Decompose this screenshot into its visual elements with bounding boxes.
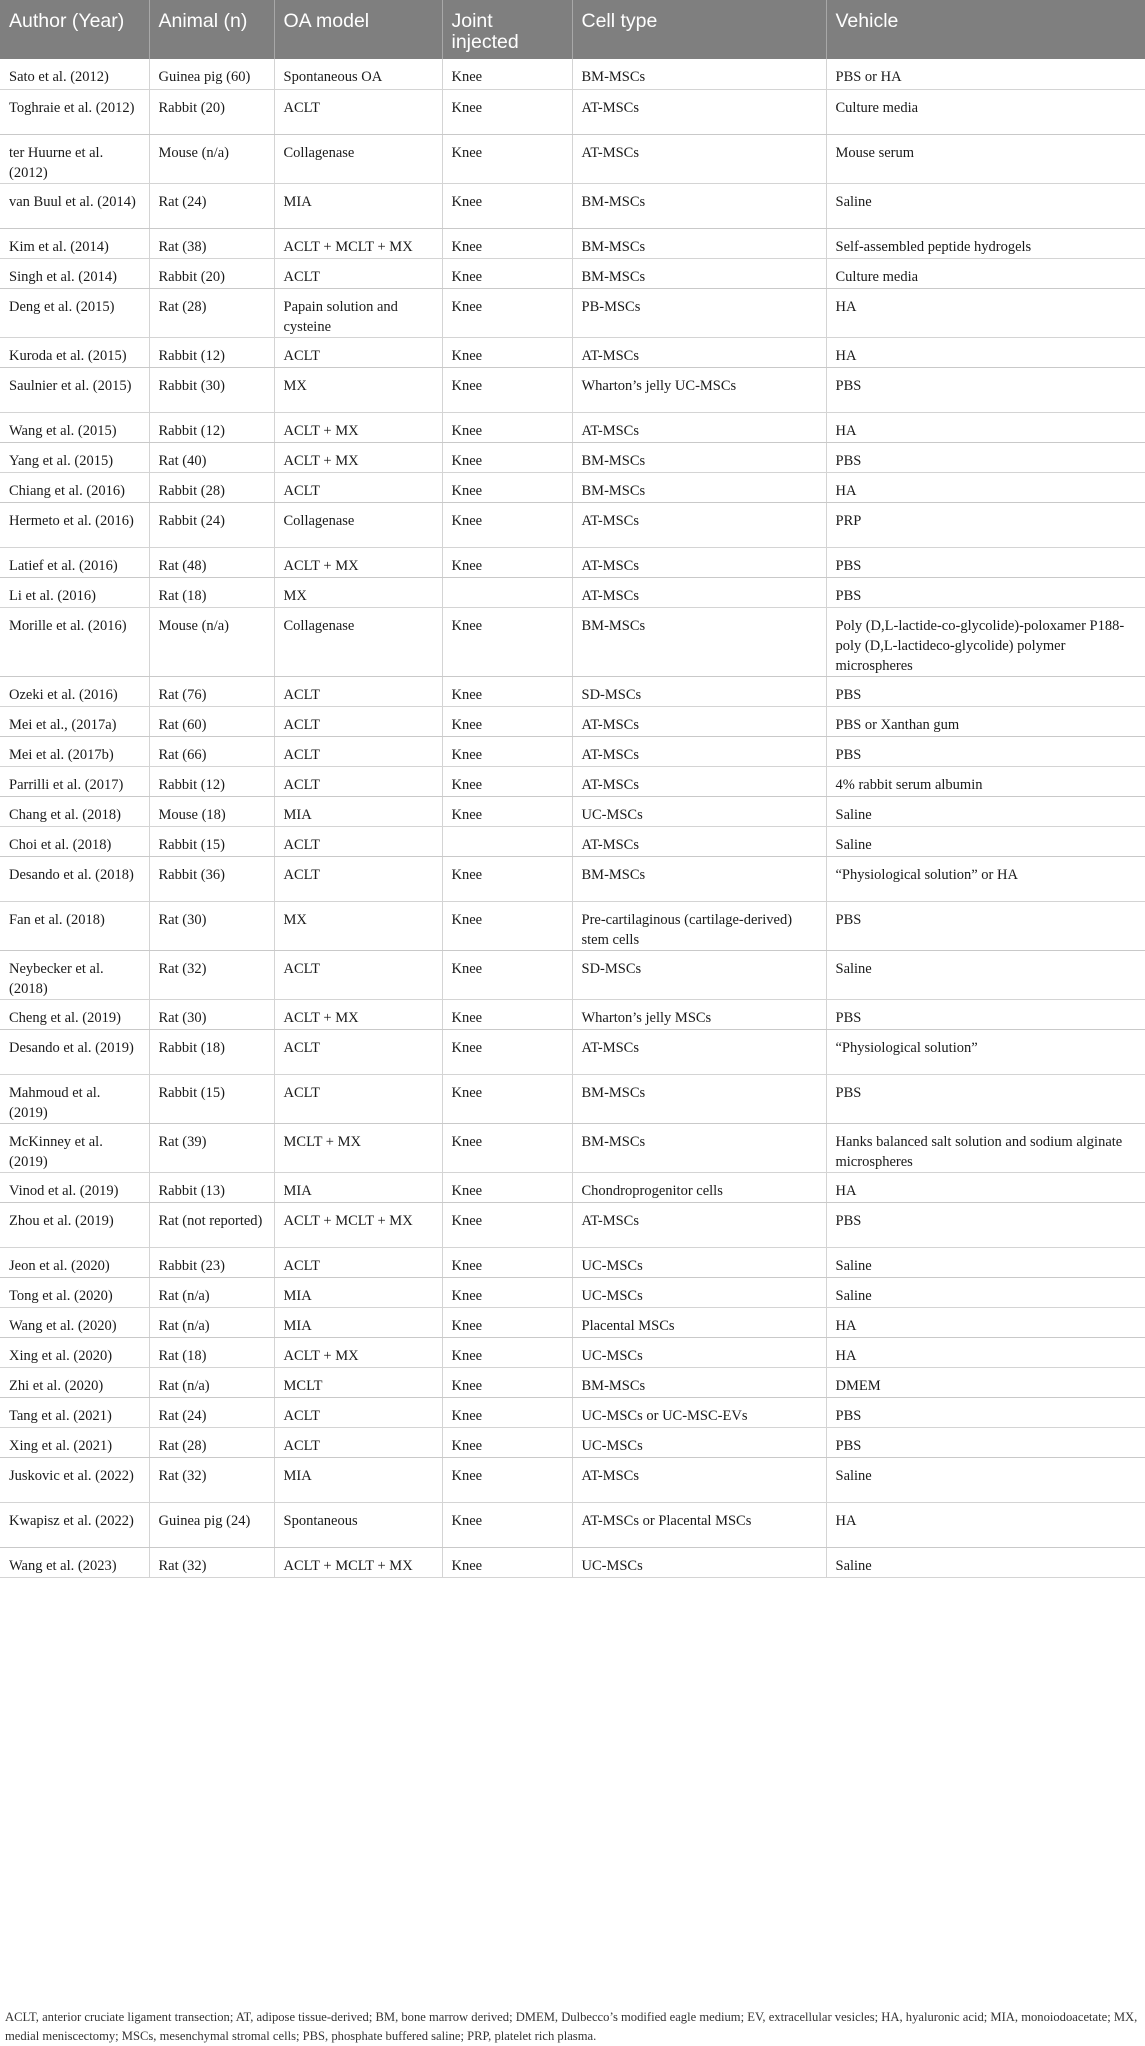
cell-joint-injected: Knee [442, 999, 572, 1029]
cell-cell-type: BM-MSCs [572, 607, 826, 676]
cell-author-year: McKinney et al. (2019) [0, 1123, 149, 1172]
cell-author-year: Neybecker et al. (2018) [0, 950, 149, 999]
cell-joint-injected: Knee [442, 1247, 572, 1277]
table-row [0, 1337, 1145, 1367]
cell-oa-model: ACLT [274, 472, 442, 502]
table-row [0, 367, 1145, 412]
cell-vehicle: PBS [826, 999, 1145, 1029]
cell-vehicle: Saline [826, 796, 1145, 826]
cell-cell-type: BM-MSCs [572, 1367, 826, 1397]
cell-animal: Mouse (n/a) [149, 607, 274, 676]
table-row [0, 258, 1145, 288]
cell-joint-injected: Knee [442, 412, 572, 442]
table-row [0, 472, 1145, 502]
table-row [0, 442, 1145, 472]
cell-vehicle: PBS [826, 442, 1145, 472]
table-row [0, 826, 1145, 856]
cell-author-year: Vinod et al. (2019) [0, 1172, 149, 1202]
cell-vehicle: HA [826, 1502, 1145, 1547]
cell-joint-injected: Knee [442, 1457, 572, 1502]
cell-author-year: Kwapisz et al. (2022) [0, 1502, 149, 1547]
cell-animal: Mouse (18) [149, 796, 274, 826]
table-row [0, 901, 1145, 950]
cell-animal: Rat (18) [149, 1337, 274, 1367]
cell-vehicle: HA [826, 412, 1145, 442]
cell-vehicle: 4% rabbit serum albumin [826, 766, 1145, 796]
cell-oa-model: ACLT [274, 89, 442, 134]
cell-author-year: Tong et al. (2020) [0, 1277, 149, 1307]
cell-vehicle: PBS [826, 367, 1145, 412]
cell-author-year: Xing et al. (2020) [0, 1337, 149, 1367]
cell-vehicle: PBS or Xanthan gum [826, 706, 1145, 736]
cell-oa-model: MIA [274, 1172, 442, 1202]
cell-vehicle: PBS or HA [826, 59, 1145, 89]
cell-joint-injected: Knee [442, 547, 572, 577]
cell-cell-type: UC-MSCs [572, 1427, 826, 1457]
cell-cell-type: BM-MSCs [572, 1074, 826, 1123]
cell-animal: Guinea pig (24) [149, 1502, 274, 1547]
cell-joint-injected: Knee [442, 1337, 572, 1367]
cell-vehicle: DMEM [826, 1367, 1145, 1397]
cell-vehicle: PBS [826, 901, 1145, 950]
cell-vehicle: HA [826, 472, 1145, 502]
cell-oa-model: ACLT [274, 826, 442, 856]
cell-oa-model: MIA [274, 1307, 442, 1337]
cell-cell-type: UC-MSCs [572, 796, 826, 826]
cell-oa-model: Collagenase [274, 502, 442, 547]
cell-joint-injected: Knee [442, 1029, 572, 1074]
cell-joint-injected: Knee [442, 607, 572, 676]
table-row [0, 502, 1145, 547]
cell-cell-type: Pre-cartilaginous (cartilage-derived) stem cells [572, 901, 826, 950]
cell-vehicle: PBS [826, 577, 1145, 607]
header-oa-model: OA model [274, 0, 442, 59]
cell-oa-model: MIA [274, 796, 442, 826]
cell-joint-injected: Knee [442, 134, 572, 183]
table-row [0, 856, 1145, 901]
cell-animal: Rat (30) [149, 901, 274, 950]
cell-oa-model: ACLT [274, 706, 442, 736]
table-row [0, 706, 1145, 736]
cell-animal: Rabbit (24) [149, 502, 274, 547]
cell-oa-model: ACLT + MX [274, 999, 442, 1029]
cell-cell-type: AT-MSCs or Placental MSCs [572, 1502, 826, 1547]
cell-author-year: Saulnier et al. (2015) [0, 367, 149, 412]
cell-joint-injected: Knee [442, 442, 572, 472]
cell-oa-model: Spontaneous [274, 1502, 442, 1547]
cell-joint-injected: Knee [442, 502, 572, 547]
table-row [0, 1547, 1145, 1577]
cell-joint-injected: Knee [442, 766, 572, 796]
cell-cell-type: AT-MSCs [572, 706, 826, 736]
cell-author-year: Jeon et al. (2020) [0, 1247, 149, 1277]
cell-vehicle: PBS [826, 736, 1145, 766]
cell-animal: Rat (28) [149, 1427, 274, 1457]
cell-vehicle: Saline [826, 1547, 1145, 1577]
cell-oa-model: Collagenase [274, 134, 442, 183]
cell-animal: Rat (n/a) [149, 1307, 274, 1337]
cell-oa-model: Spontaneous OA [274, 59, 442, 89]
cell-animal: Mouse (n/a) [149, 134, 274, 183]
table-row [0, 736, 1145, 766]
table-row [0, 547, 1145, 577]
cell-animal: Rat (n/a) [149, 1277, 274, 1307]
cell-oa-model: MIA [274, 1277, 442, 1307]
cell-cell-type: Wharton’s jelly UC-MSCs [572, 367, 826, 412]
cell-joint-injected [442, 577, 572, 607]
cell-oa-model: MIA [274, 183, 442, 228]
cell-vehicle: HA [826, 337, 1145, 367]
cell-oa-model: ACLT [274, 1427, 442, 1457]
table-row [0, 337, 1145, 367]
cell-author-year: Li et al. (2016) [0, 577, 149, 607]
cell-author-year: Wang et al. (2023) [0, 1547, 149, 1577]
cell-joint-injected: Knee [442, 706, 572, 736]
cell-author-year: Sato et al. (2012) [0, 59, 149, 89]
cell-joint-injected: Knee [442, 288, 572, 337]
cell-oa-model: MX [274, 367, 442, 412]
table-row [0, 89, 1145, 134]
cell-joint-injected: Knee [442, 1547, 572, 1577]
cell-joint-injected: Knee [442, 1397, 572, 1427]
cell-animal: Rabbit (36) [149, 856, 274, 901]
cell-author-year: Wang et al. (2015) [0, 412, 149, 442]
cell-vehicle: Saline [826, 826, 1145, 856]
cell-oa-model: Papain solution and cysteine [274, 288, 442, 337]
cell-cell-type: AT-MSCs [572, 1029, 826, 1074]
cell-cell-type: AT-MSCs [572, 547, 826, 577]
cell-cell-type: BM-MSCs [572, 258, 826, 288]
cell-author-year: Ozeki et al. (2016) [0, 676, 149, 706]
table-row [0, 1247, 1145, 1277]
cell-cell-type: AT-MSCs [572, 134, 826, 183]
cell-oa-model: ACLT [274, 856, 442, 901]
cell-joint-injected: Knee [442, 89, 572, 134]
table-row [0, 1307, 1145, 1337]
cell-author-year: Hermeto et al. (2016) [0, 502, 149, 547]
cell-author-year: Latief et al. (2016) [0, 547, 149, 577]
cell-author-year: Singh et al. (2014) [0, 258, 149, 288]
cell-animal: Rabbit (30) [149, 367, 274, 412]
cell-vehicle: Hanks balanced salt solution and sodium alginate microspheres [826, 1123, 1145, 1172]
cell-animal: Rat (30) [149, 999, 274, 1029]
cell-vehicle: Saline [826, 950, 1145, 999]
cell-cell-type: BM-MSCs [572, 472, 826, 502]
table-row [0, 607, 1145, 676]
cell-animal: Rat (not reported) [149, 1202, 274, 1247]
cell-author-year: Mei et al. (2017b) [0, 736, 149, 766]
cell-joint-injected: Knee [442, 1123, 572, 1172]
cell-author-year: Zhou et al. (2019) [0, 1202, 149, 1247]
cell-author-year: Mei et al., (2017a) [0, 706, 149, 736]
cell-oa-model: ACLT [274, 1074, 442, 1123]
cell-oa-model: ACLT + MX [274, 547, 442, 577]
cell-vehicle: Saline [826, 1457, 1145, 1502]
cell-animal: Rabbit (12) [149, 412, 274, 442]
table-row [0, 1172, 1145, 1202]
cell-joint-injected: Knee [442, 1202, 572, 1247]
cell-author-year: Mahmoud et al. (2019) [0, 1074, 149, 1123]
table-row [0, 676, 1145, 706]
table-row [0, 288, 1145, 337]
cell-author-year: Cheng et al. (2019) [0, 999, 149, 1029]
cell-vehicle: PBS [826, 1074, 1145, 1123]
cell-author-year: Wang et al. (2020) [0, 1307, 149, 1337]
table-row [0, 999, 1145, 1029]
table-row [0, 1277, 1145, 1307]
cell-vehicle: Culture media [826, 89, 1145, 134]
cell-joint-injected: Knee [442, 1367, 572, 1397]
table-row [0, 1502, 1145, 1547]
cell-oa-model: ACLT [274, 676, 442, 706]
cell-vehicle: Saline [826, 183, 1145, 228]
table-row [0, 1427, 1145, 1457]
cell-joint-injected: Knee [442, 1074, 572, 1123]
cell-joint-injected: Knee [442, 1427, 572, 1457]
cell-cell-type: AT-MSCs [572, 1457, 826, 1502]
header-joint-injected: Joint injected [442, 0, 572, 59]
table-row [0, 412, 1145, 442]
cell-vehicle: Culture media [826, 258, 1145, 288]
cell-oa-model: MCLT [274, 1367, 442, 1397]
cell-author-year: Toghraie et al. (2012) [0, 89, 149, 134]
cell-vehicle: Saline [826, 1277, 1145, 1307]
cell-cell-type: SD-MSCs [572, 950, 826, 999]
cell-vehicle: HA [826, 1337, 1145, 1367]
cell-vehicle: HA [826, 1172, 1145, 1202]
cell-animal: Rabbit (15) [149, 1074, 274, 1123]
cell-author-year: Morille et al. (2016) [0, 607, 149, 676]
table-row [0, 228, 1145, 258]
cell-joint-injected: Knee [442, 258, 572, 288]
cell-cell-type: UC-MSCs [572, 1247, 826, 1277]
cell-cell-type: UC-MSCs [572, 1547, 826, 1577]
table-row [0, 183, 1145, 228]
cell-oa-model: MIA [274, 1457, 442, 1502]
cell-cell-type: AT-MSCs [572, 337, 826, 367]
cell-vehicle: HA [826, 288, 1145, 337]
header-vehicle: Vehicle [826, 0, 1145, 59]
cell-vehicle: Poly (D,L-lactide-co-glycolide)-poloxamer P188-poly (D,L-lactideco-glycolide) polymer microspheres [826, 607, 1145, 676]
cell-animal: Rat (32) [149, 950, 274, 999]
cell-joint-injected: Knee [442, 1307, 572, 1337]
cell-oa-model: ACLT + MX [274, 442, 442, 472]
table-row [0, 950, 1145, 999]
cell-author-year: Zhi et al. (2020) [0, 1367, 149, 1397]
cell-oa-model: ACLT [274, 950, 442, 999]
cell-cell-type: Chondroprogenitor cells [572, 1172, 826, 1202]
cell-cell-type: UC-MSCs [572, 1337, 826, 1367]
table-row [0, 1074, 1145, 1123]
cell-oa-model: ACLT [274, 1397, 442, 1427]
cell-animal: Rat (n/a) [149, 1367, 274, 1397]
cell-joint-injected: Knee [442, 901, 572, 950]
cell-oa-model: Collagenase [274, 607, 442, 676]
cell-oa-model: ACLT [274, 766, 442, 796]
cell-vehicle: PBS [826, 676, 1145, 706]
cell-author-year: Kuroda et al. (2015) [0, 337, 149, 367]
cell-cell-type: AT-MSCs [572, 412, 826, 442]
cell-oa-model: ACLT + MCLT + MX [274, 228, 442, 258]
cell-cell-type: UC-MSCs or UC-MSC-EVs [572, 1397, 826, 1427]
cell-author-year: van Buul et al. (2014) [0, 183, 149, 228]
cell-cell-type: Wharton’s jelly MSCs [572, 999, 826, 1029]
cell-oa-model: ACLT [274, 736, 442, 766]
table-row [0, 1029, 1145, 1074]
table-row [0, 134, 1145, 183]
cell-animal: Rabbit (12) [149, 766, 274, 796]
cell-joint-injected: Knee [442, 1172, 572, 1202]
cell-oa-model: ACLT [274, 337, 442, 367]
cell-cell-type: BM-MSCs [572, 442, 826, 472]
cell-oa-model: ACLT + MCLT + MX [274, 1547, 442, 1577]
cell-cell-type: SD-MSCs [572, 676, 826, 706]
cell-animal: Rat (66) [149, 736, 274, 766]
cell-oa-model: MCLT + MX [274, 1123, 442, 1172]
cell-joint-injected: Knee [442, 228, 572, 258]
cell-author-year: Parrilli et al. (2017) [0, 766, 149, 796]
cell-author-year: ter Huurne et al. (2012) [0, 134, 149, 183]
cell-vehicle: Mouse serum [826, 134, 1145, 183]
cell-animal: Guinea pig (60) [149, 59, 274, 89]
cell-vehicle: HA [826, 1307, 1145, 1337]
cell-author-year: Yang et al. (2015) [0, 442, 149, 472]
cell-cell-type: BM-MSCs [572, 59, 826, 89]
table-row [0, 1457, 1145, 1502]
cell-cell-type: UC-MSCs [572, 1277, 826, 1307]
cell-animal: Rat (38) [149, 228, 274, 258]
cell-vehicle: PBS [826, 1202, 1145, 1247]
cell-animal: Rabbit (28) [149, 472, 274, 502]
cell-joint-injected: Knee [442, 736, 572, 766]
cell-author-year: Tang et al. (2021) [0, 1397, 149, 1427]
cell-animal: Rat (48) [149, 547, 274, 577]
table-header-row [0, 0, 1145, 59]
cell-author-year: Deng et al. (2015) [0, 288, 149, 337]
cell-vehicle: PBS [826, 1427, 1145, 1457]
cell-vehicle: Saline [826, 1247, 1145, 1277]
cell-cell-type: BM-MSCs [572, 228, 826, 258]
cell-animal: Rabbit (13) [149, 1172, 274, 1202]
cell-author-year: Desando et al. (2019) [0, 1029, 149, 1074]
cell-animal: Rabbit (23) [149, 1247, 274, 1277]
cell-oa-model: ACLT [274, 258, 442, 288]
table-row [0, 1202, 1145, 1247]
cell-oa-model: MX [274, 577, 442, 607]
cell-author-year: Chiang et al. (2016) [0, 472, 149, 502]
cell-joint-injected: Knee [442, 367, 572, 412]
cell-animal: Rat (24) [149, 1397, 274, 1427]
cell-cell-type: AT-MSCs [572, 89, 826, 134]
cell-animal: Rabbit (15) [149, 826, 274, 856]
table-footnote: ACLT, anterior cruciate ligament transection; AT, adipose tissue-derived; BM, bone marrow derived; DMEM, Dulbecco’s modified eagle medium; EV, extracellular vesicles; HA, hyaluronic acid; MIA, monoiodoacetate; MX, medial meniscectomy; MSCs, mesenchymal stromal cells; PBS, phosphate buffered saline; PRP, platelet rich plasma. [5, 2010, 1138, 2043]
cell-oa-model: MX [274, 901, 442, 950]
table-row [0, 766, 1145, 796]
cell-joint-injected: Knee [442, 183, 572, 228]
cell-animal: Rabbit (20) [149, 89, 274, 134]
cell-vehicle: “Physiological solution” or HA [826, 856, 1145, 901]
table-row [0, 59, 1145, 89]
cell-animal: Rat (18) [149, 577, 274, 607]
cell-animal: Rabbit (20) [149, 258, 274, 288]
cell-animal: Rat (24) [149, 183, 274, 228]
cell-cell-type: BM-MSCs [572, 856, 826, 901]
table-body [0, 59, 1145, 1577]
cell-cell-type: AT-MSCs [572, 826, 826, 856]
cell-joint-injected: Knee [442, 1502, 572, 1547]
cell-author-year: Xing et al. (2021) [0, 1427, 149, 1457]
cell-oa-model: ACLT + MCLT + MX [274, 1202, 442, 1247]
cell-joint-injected: Knee [442, 472, 572, 502]
cell-joint-injected: Knee [442, 796, 572, 826]
cell-joint-injected: Knee [442, 856, 572, 901]
cell-vehicle: Self-assembled peptide hydrogels [826, 228, 1145, 258]
cell-joint-injected: Knee [442, 337, 572, 367]
cell-joint-injected: Knee [442, 950, 572, 999]
cell-animal: Rat (39) [149, 1123, 274, 1172]
cell-oa-model: ACLT [274, 1247, 442, 1277]
table-row [0, 796, 1145, 826]
cell-author-year: Chang et al. (2018) [0, 796, 149, 826]
cell-joint-injected: Knee [442, 1277, 572, 1307]
cell-author-year: Desando et al. (2018) [0, 856, 149, 901]
cell-animal: Rat (76) [149, 676, 274, 706]
cell-animal: Rabbit (12) [149, 337, 274, 367]
table-row [0, 1123, 1145, 1172]
cell-animal: Rat (32) [149, 1547, 274, 1577]
cell-oa-model: ACLT [274, 1029, 442, 1074]
cell-cell-type: BM-MSCs [572, 183, 826, 228]
cell-cell-type: BM-MSCs [572, 1123, 826, 1172]
cell-vehicle: PBS [826, 1397, 1145, 1427]
cell-animal: Rat (32) [149, 1457, 274, 1502]
header-author-year: Author (Year) [0, 0, 149, 59]
cell-author-year: Choi et al. (2018) [0, 826, 149, 856]
table-row [0, 577, 1145, 607]
table-row [0, 1367, 1145, 1397]
cell-cell-type: AT-MSCs [572, 766, 826, 796]
cell-animal: Rat (60) [149, 706, 274, 736]
cell-cell-type: AT-MSCs [572, 502, 826, 547]
cell-vehicle: PRP [826, 502, 1145, 547]
cell-oa-model: ACLT + MX [274, 412, 442, 442]
cell-cell-type: PB-MSCs [572, 288, 826, 337]
cell-animal: Rabbit (18) [149, 1029, 274, 1074]
cell-cell-type: AT-MSCs [572, 577, 826, 607]
cell-cell-type: AT-MSCs [572, 736, 826, 766]
cell-joint-injected: Knee [442, 59, 572, 89]
header-animal: Animal (n) [149, 0, 274, 59]
header-cell-type: Cell type [572, 0, 826, 59]
cell-animal: Rat (40) [149, 442, 274, 472]
cell-author-year: Kim et al. (2014) [0, 228, 149, 258]
cell-animal: Rat (28) [149, 288, 274, 337]
cell-vehicle: “Physiological solution” [826, 1029, 1145, 1074]
cell-author-year: Juskovic et al. (2022) [0, 1457, 149, 1502]
cell-joint-injected: Knee [442, 676, 572, 706]
table-row [0, 1397, 1145, 1427]
cell-joint-injected [442, 826, 572, 856]
cell-author-year: Fan et al. (2018) [0, 901, 149, 950]
cell-cell-type: AT-MSCs [572, 1202, 826, 1247]
cell-oa-model: ACLT + MX [274, 1337, 442, 1367]
cell-vehicle: PBS [826, 547, 1145, 577]
cell-cell-type: Placental MSCs [572, 1307, 826, 1337]
